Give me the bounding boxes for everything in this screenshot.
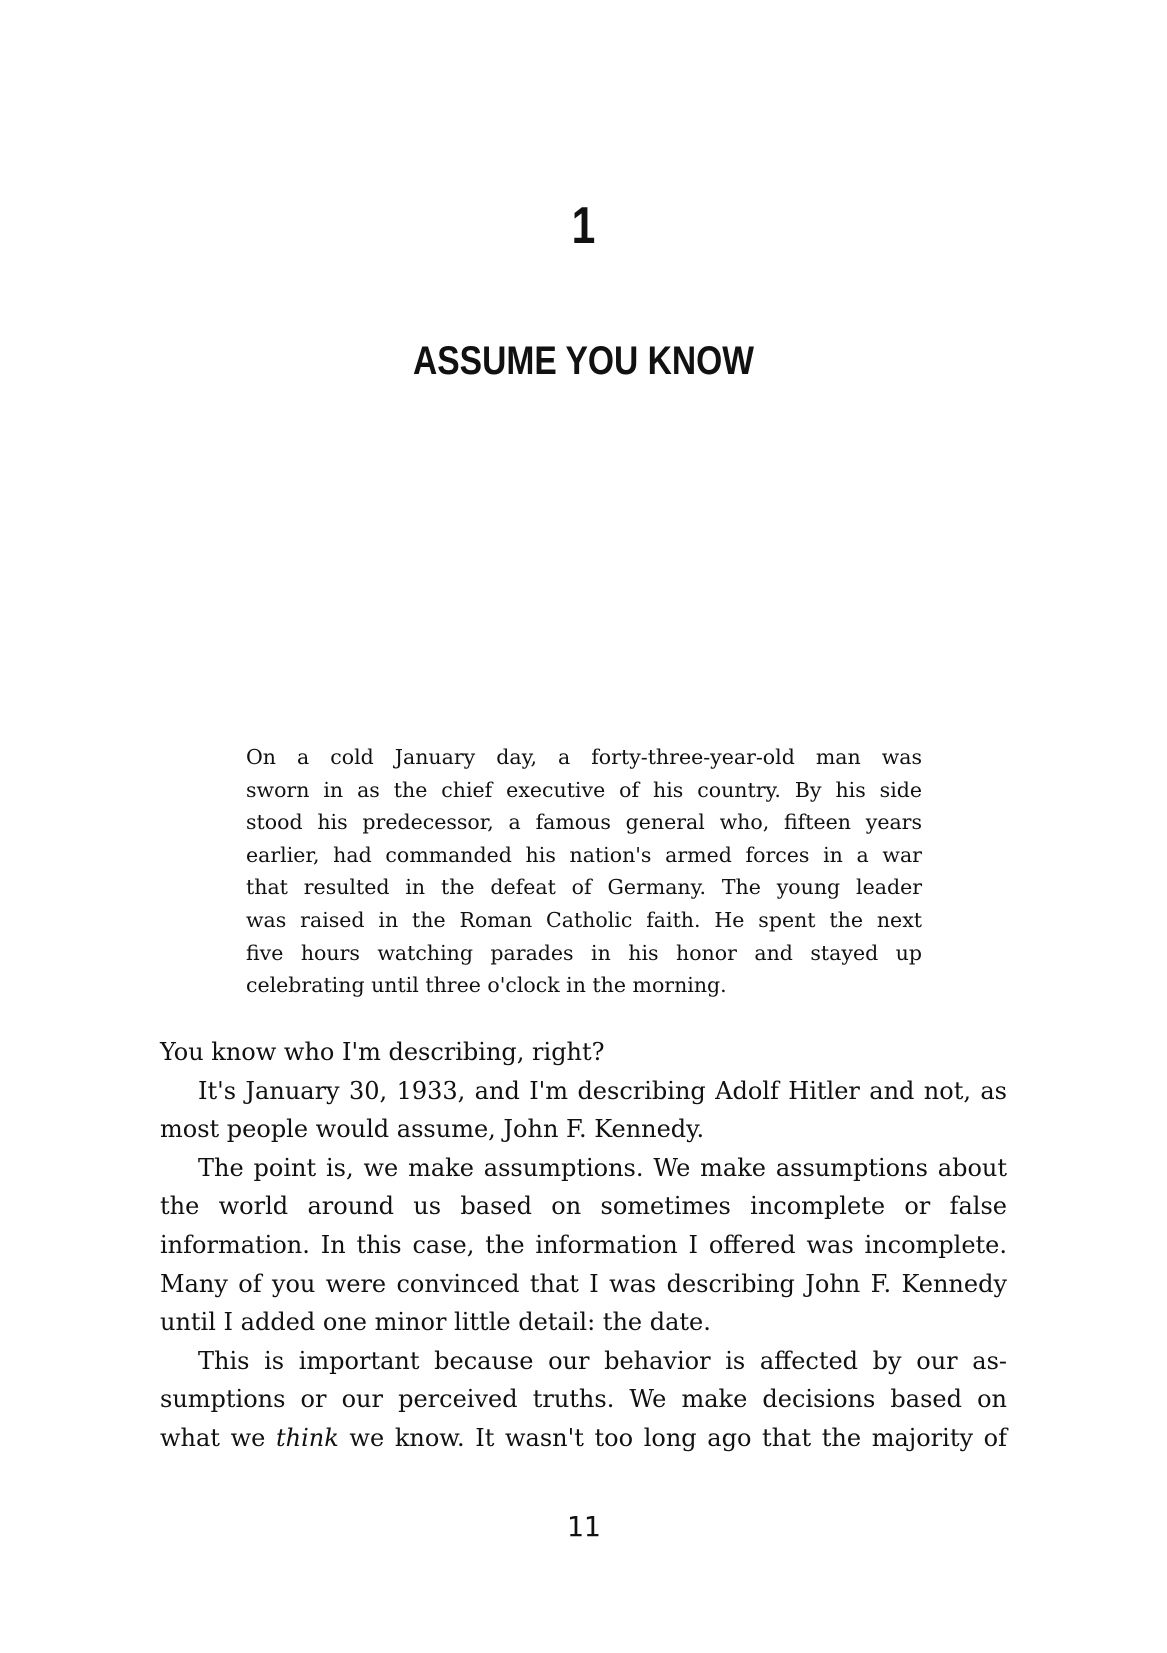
body-line: This is important because our behavior is affected by our as- <box>198 1346 1007 1375</box>
epigraph-line: celebrating until three o'clock in the morning. <box>246 973 727 998</box>
body-line: information. In this case, the information I offered was incomplete. <box>160 1230 1007 1259</box>
chapter-number: 1 <box>571 197 596 255</box>
emphasized-word: think <box>276 1423 339 1452</box>
epigraph-line: sworn in as the chief executive of his country. By his side <box>246 777 922 802</box>
chapter-title: ASSUME YOU KNOW <box>412 339 755 383</box>
epigraph-line: earlier, had commanded his nation's armed forces in a war <box>246 842 922 867</box>
body-text <box>160 1033 1007 1458</box>
body-line: the world around us based on sometimes incomplete or false <box>160 1192 1007 1221</box>
body-line: Many of you were convinced that I was describing John F. Kennedy <box>160 1269 1007 1298</box>
epigraph-line: stood his predecessor, a famous general who, fifteen years <box>246 810 922 835</box>
epigraph <box>246 741 922 1002</box>
body-line: The point is, we make assumptions. We make assumptions about <box>198 1153 1007 1182</box>
body-line: most people would assume, John F. Kennedy. <box>160 1115 705 1144</box>
body-line-last <box>160 1419 1007 1458</box>
page-number: 11 <box>566 1510 601 1543</box>
epigraph-line: On a cold January day, a forty-three-year-old man was <box>246 745 922 769</box>
body-line: It's January 30, 1933, and I'm describing Adolf Hitler and not, as <box>198 1076 1007 1105</box>
body-line: You know who I'm describing, right? <box>160 1038 605 1066</box>
epigraph-line: was raised in the Roman Catholic faith. He spent the next <box>246 907 922 932</box>
epigraph-line: five hours watching parades in his honor and stayed up <box>246 940 922 965</box>
body-line-text: what we <box>160 1423 276 1452</box>
body-line-text: we know. It wasn't too long ago that the majority of <box>338 1423 1007 1452</box>
body-line: until I added one minor little detail: the date. <box>160 1308 711 1337</box>
body-line: sumptions or our perceived truths. We make decisions based on <box>160 1385 1007 1414</box>
epigraph-line: that resulted in the defeat of Germany. The young leader <box>246 875 922 900</box>
